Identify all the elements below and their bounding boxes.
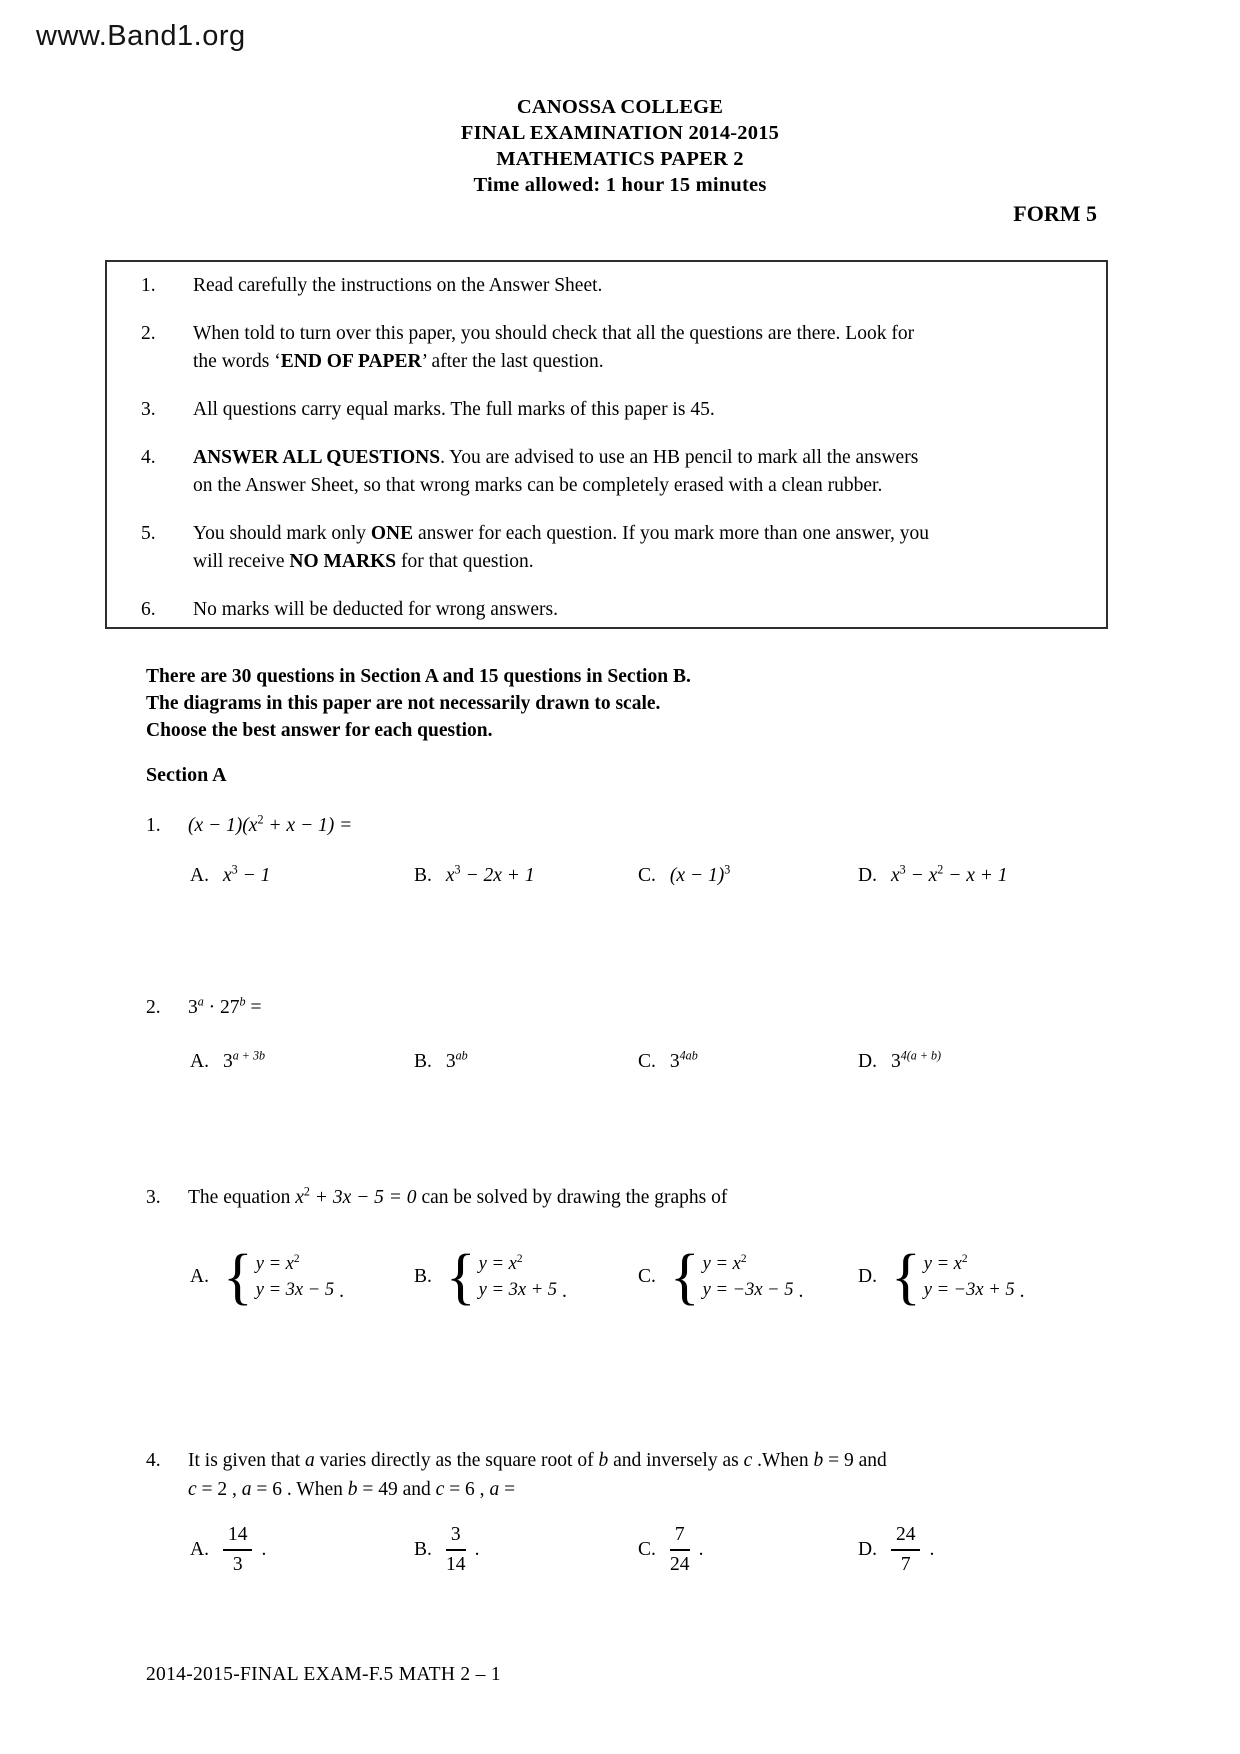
question-4-option-a — [190, 1524, 266, 1576]
option-label: D. — [858, 1266, 877, 1287]
option-value: $x^3 - x^2 - x + 1$ — [890, 862, 1008, 886]
option-label: C. — [638, 1266, 656, 1287]
option-label: C. — [638, 865, 656, 886]
option-value: $x^3 - 2x + 1$ — [445, 862, 535, 886]
instruction-text: All questions carry equal marks. The full marks of this paper is 45. — [193, 399, 715, 420]
instruction-item — [141, 520, 1080, 576]
option-label: A. — [190, 1051, 209, 1072]
question-3-number: 3. — [146, 1187, 161, 1208]
equation-system — [445, 1243, 558, 1311]
system-eq-bottom: y = 3x − 5 — [255, 1280, 335, 1300]
system-eq-bottom: y = 3x + 5 — [478, 1280, 558, 1300]
form-label: FORM 5 — [1013, 201, 1097, 226]
question-1-stem-row — [146, 812, 352, 840]
fraction — [446, 1524, 466, 1576]
question-2-option-d — [858, 1048, 941, 1076]
question-2-option-b — [414, 1048, 468, 1076]
fraction-numerator: 24 — [891, 1524, 921, 1551]
option-label: D. — [858, 1539, 877, 1560]
system-eq-top: $y = x^2$ — [478, 1252, 523, 1274]
equation-system — [890, 1243, 1015, 1311]
option-period: . — [929, 1539, 935, 1560]
option-value: $(x - 1)^3$ — [669, 862, 731, 886]
exam-header — [0, 94, 1240, 198]
instruction-number: 3. — [141, 399, 156, 420]
question-3-stem-row — [146, 1184, 727, 1212]
watermark-url: www.Band1.org — [36, 20, 246, 52]
question-1-option-a — [190, 862, 270, 890]
option-period: . — [261, 1539, 267, 1560]
option-value: $3^{ab}$ — [445, 1048, 468, 1072]
paper-name: MATHEMATICS PAPER 2 — [496, 148, 744, 170]
question-4-option-d — [858, 1524, 934, 1576]
question-3-option-b — [414, 1243, 567, 1311]
option-value: $3^{a + 3b}$ — [222, 1048, 266, 1072]
instruction-item — [141, 444, 1080, 500]
system-eq-bottom: y = −3x − 5 — [702, 1280, 794, 1300]
exam-name: FINAL EXAMINATION 2014-2015 — [460, 122, 780, 144]
option-label: D. — [858, 865, 877, 886]
system-eq-top: $y = x^2$ — [702, 1252, 747, 1274]
brace-glyph: { — [222, 1243, 253, 1311]
option-label: B. — [414, 865, 432, 886]
option-label: A. — [190, 1266, 209, 1287]
question-4-option-b — [414, 1524, 480, 1576]
option-period: . — [698, 1539, 704, 1560]
section-a-title: Section A — [146, 764, 227, 786]
equation-system — [669, 1243, 794, 1311]
option-label: D. — [858, 1051, 877, 1072]
instruction-text: No marks will be deducted for wrong answers. — [193, 599, 558, 620]
instruction-text: When told to turn over this paper, you should check that all the questions are there. Look for the words ‘END OF PAPER’ after the last question. — [193, 323, 915, 372]
system-eq-top: $y = x^2$ — [255, 1252, 300, 1274]
question-3-option-a — [190, 1243, 344, 1311]
instruction-text: ANSWER ALL QUESTIONS. You are advised to use an HB pencil to mark all the answers on the Answer Sheet, so that wrong marks can be completely erased with a clean rubber. — [193, 447, 919, 496]
equation-system — [222, 1243, 335, 1311]
fraction-numerator: 3 — [446, 1524, 466, 1551]
footer-page-label: 2014-2015-FINAL EXAM-F.5 MATH 2 – 1 — [146, 1664, 501, 1685]
instruction-number: 2. — [141, 323, 156, 344]
question-2 — [146, 994, 261, 1022]
school-name: CANOSSA COLLEGE — [516, 96, 724, 118]
question-4-stem-row — [146, 1446, 887, 1504]
question-3 — [146, 1184, 727, 1212]
instruction-item — [141, 596, 1080, 624]
option-period: . — [798, 1281, 804, 1302]
fraction-denominator: 7 — [900, 1554, 911, 1575]
brace-glyph: { — [890, 1243, 921, 1311]
question-1-stem: $(x - 1)(x^2 + x - 1)$ = — [188, 812, 353, 836]
instruction-number: 1. — [141, 275, 156, 296]
question-2-option-c — [638, 1048, 698, 1076]
instructions-box — [105, 260, 1108, 629]
option-period: . — [339, 1281, 344, 1302]
time-allowed: Time allowed: 1 hour 15 minutes — [473, 174, 767, 196]
fraction-denominator: 3 — [232, 1554, 243, 1575]
brace-glyph: { — [445, 1243, 476, 1311]
fraction-numerator: 14 — [223, 1524, 253, 1551]
question-3-stem: The equation $x^2 + 3x - 5 = 0$ can be solved by drawing the graphs of — [188, 1184, 728, 1208]
option-label: B. — [414, 1539, 432, 1560]
question-1-option-b — [414, 862, 535, 890]
question-1 — [146, 812, 352, 840]
note-line: There are 30 questions in Section A and 15 questions in Section B. — [146, 666, 691, 687]
brace-glyph: { — [669, 1243, 700, 1311]
question-2-option-a — [190, 1048, 265, 1076]
question-1-option-d — [858, 862, 1008, 890]
question-4-number: 4. — [146, 1450, 161, 1471]
instruction-number: 5. — [141, 523, 156, 544]
instruction-number: 4. — [141, 447, 156, 468]
question-4-option-c — [638, 1524, 704, 1576]
question-2-stem: $3^a \cdot 27^b$ = — [188, 994, 262, 1018]
option-label: B. — [414, 1051, 432, 1072]
note-line: The diagrams in this paper are not necessarily drawn to scale. — [146, 693, 661, 714]
note-line: Choose the best answer for each question. — [146, 720, 493, 741]
question-1-option-c — [638, 862, 730, 890]
option-period: . — [1019, 1281, 1025, 1302]
question-1-number: 1. — [146, 815, 161, 836]
option-label: A. — [190, 1539, 209, 1560]
question-3-option-d — [858, 1243, 1025, 1311]
option-label: A. — [190, 865, 209, 886]
system-eq-top: $y = x^2$ — [923, 1252, 968, 1274]
option-label: B. — [414, 1266, 432, 1287]
instruction-item — [141, 320, 1080, 376]
instruction-number: 6. — [141, 599, 156, 620]
instruction-item — [141, 272, 1080, 300]
fraction — [223, 1524, 253, 1576]
instruction-text: You should mark only ONE answer for each question. If you mark more than one answer, you will receive NO MARKS for that question. — [193, 523, 929, 572]
instruction-text: Read carefully the instructions on the Answer Sheet. — [193, 275, 603, 296]
system-eq-bottom: y = −3x + 5 — [923, 1280, 1015, 1300]
question-2-number: 2. — [146, 997, 161, 1018]
fraction — [891, 1524, 921, 1576]
instruction-item — [141, 396, 1080, 424]
fraction — [670, 1524, 690, 1576]
question-3-option-c — [638, 1243, 804, 1311]
question-4 — [146, 1446, 887, 1504]
option-period: . — [474, 1539, 480, 1560]
option-value: $x^3 - 1$ — [222, 862, 271, 886]
option-value: $3^{4(a + b)}$ — [890, 1048, 942, 1072]
fraction-denominator: 24 — [670, 1554, 690, 1575]
fraction-denominator: 14 — [446, 1554, 466, 1575]
exam-notes — [146, 663, 691, 744]
option-label: C. — [638, 1539, 656, 1560]
option-period: . — [562, 1281, 567, 1302]
question-2-stem-row — [146, 994, 261, 1022]
fraction-numerator: 7 — [670, 1524, 690, 1551]
option-label: C. — [638, 1051, 656, 1072]
question-4-stem: It is given that a varies directly as the square root of b and inversely as c .When b = 9 and c = 2 , a = 6 . When b = 49 and c = 6 , a = — [188, 1450, 887, 1500]
option-value: $3^{4ab}$ — [669, 1048, 698, 1072]
